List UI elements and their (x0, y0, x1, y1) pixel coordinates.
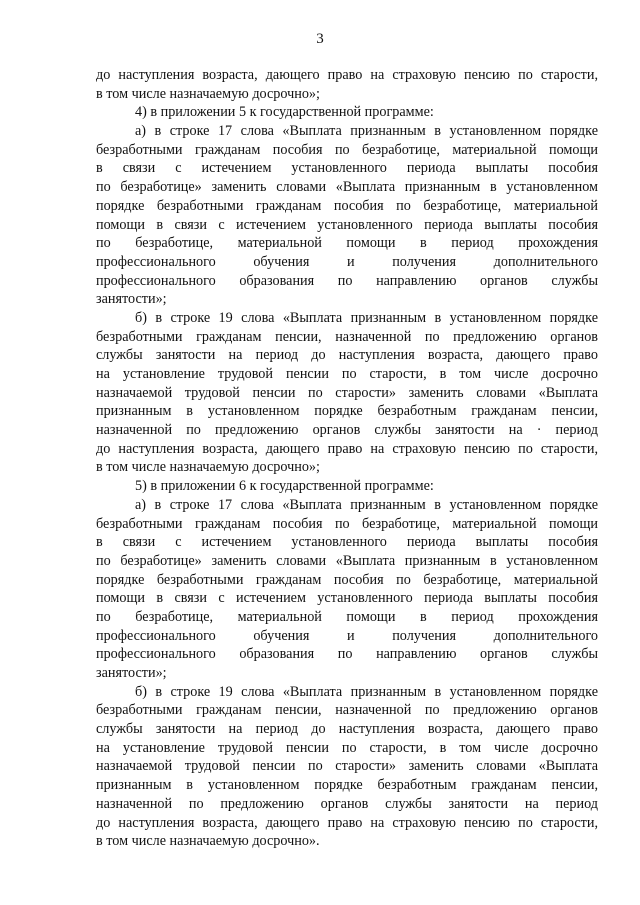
text-line: безработными гражданам пенсии, назначенной по предложению органов (96, 702, 598, 719)
text-line: по безработице» заменить словами «Выплата признанным в установленном (96, 552, 598, 569)
text-line: б) в строке 19 слова «Выплата признанным в установленном порядке (135, 683, 598, 700)
text-line: по безработице» заменить словами «Выплата признанным в установленном (96, 179, 598, 196)
text-line: назначенной по предложению органов службы занятости на период (96, 795, 598, 812)
text-line: 4) в приложении 5 к государственной программе: (135, 104, 434, 121)
text-line: профессионального образования по направлению органов службы (96, 272, 598, 289)
text-line: помощи в связи с истечением установленного периода выплаты пособия (96, 590, 598, 607)
text-line: до наступления возраста, дающего право на страховую пенсию по старости, (96, 814, 598, 831)
text-line: по безработице, материальной помощи в период прохождения (96, 608, 598, 625)
text-line: профессионального обучения и получения дополнительного (96, 627, 598, 644)
text-line: в том числе назначаемую досрочно»; (96, 85, 320, 102)
text-line: службы занятости на период до наступления возраста, дающего право (96, 347, 598, 364)
text-line: по безработице, материальной помощи в период прохождения (96, 235, 598, 252)
text-line: на установление трудовой пенсии по старости, в том числе досрочно (96, 366, 598, 382)
text-line: порядке безработными гражданам пособия по безработице, материальной (96, 571, 598, 588)
text-line: назначаемой трудовой пенсии по старости» заменить словами «Выплата (96, 384, 598, 401)
text-line: б) в строке 19 слова «Выплата признанным в установленном порядке (135, 309, 598, 326)
text-line: помощи в связи с истечением установленного периода выплаты пособия (96, 216, 598, 233)
text-line: до наступления возраста, дающего право на страховую пенсию по старости, (96, 67, 598, 83)
text-line: в том числе назначаемую досрочно»; (96, 459, 320, 476)
text-line: а) в строке 17 слова «Выплата признанным в установленном порядке (135, 496, 598, 513)
text-line: в том числе назначаемую досрочно». (96, 833, 320, 850)
text-line: занятости»; (96, 665, 167, 681)
text-line: до наступления возраста, дающего право на страховую пенсию по старости, (96, 440, 598, 457)
text-line: профессионального обучения и получения дополнительного (96, 253, 598, 270)
text-line: а) в строке 17 слова «Выплата признанным в установленном порядке (135, 123, 598, 140)
text-line: в связи с истечением установленного периода выплаты пособия (96, 534, 598, 551)
text-line: признанным в установленном порядке безработным гражданам пенсии, (96, 403, 598, 420)
text-line: профессионального образования по направлению органов службы (96, 646, 598, 663)
text-line: безработными гражданам пособия по безработице, материальной помощи (96, 515, 598, 532)
text-line: назначаемой трудовой пенсии по старости» заменить словами «Выплата (96, 758, 598, 775)
text-line: в связи с истечением установленного периода выплаты пособия (96, 160, 598, 177)
text-line: безработными гражданам пенсии, назначенной по предложению органов (96, 328, 598, 345)
text-line: безработными гражданам пособия по безработице, материальной помощи (96, 141, 598, 158)
document-body (96, 66, 598, 851)
text-line: на установление трудовой пенсии по старости, в том числе досрочно (96, 739, 598, 756)
text-line: службы занятости на период до наступления возраста, дающего право (96, 721, 598, 738)
text-line: порядке безработными гражданам пособия по безработице, материальной (96, 197, 598, 214)
text-line: 5) в приложении 6 к государственной программе: (135, 478, 434, 495)
text-line: занятости»; (96, 291, 167, 308)
page-number: 3 (316, 31, 324, 47)
text-line: назначенной по предложению органов службы занятости на · период (96, 422, 598, 439)
text-line: признанным в установленном порядке безработным гражданам пенсии, (96, 777, 598, 794)
